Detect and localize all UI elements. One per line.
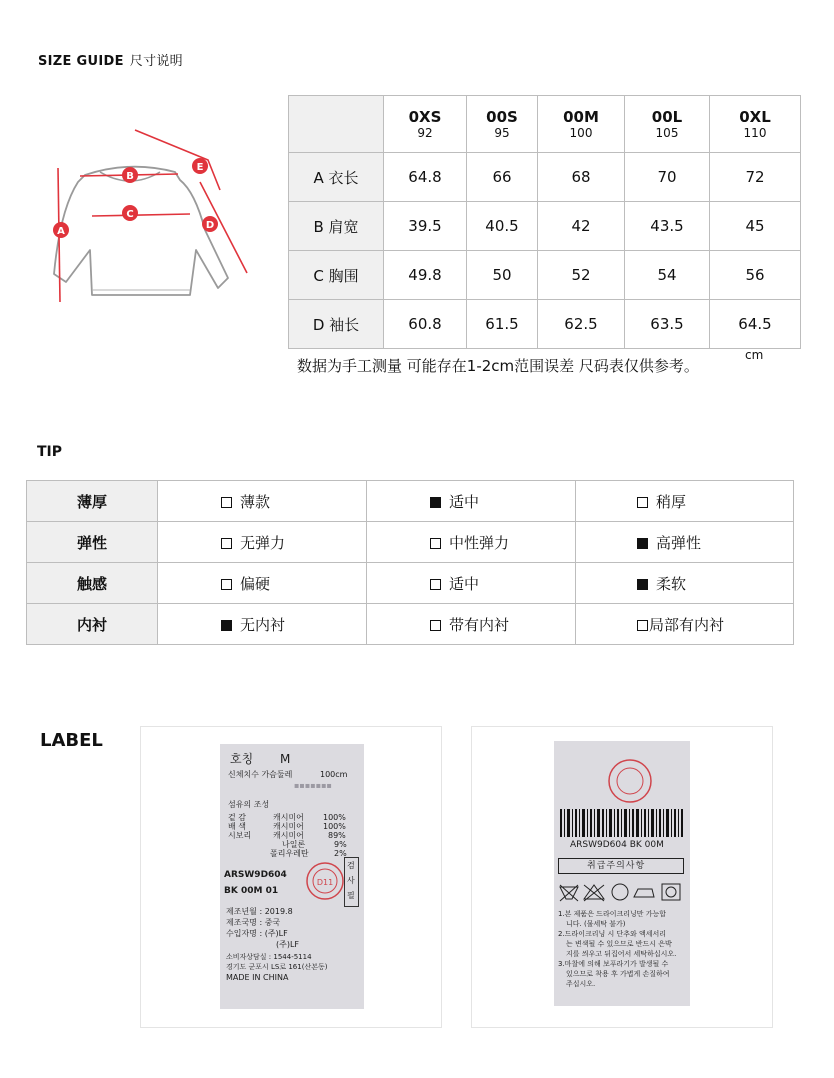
size-col-header: [538, 96, 625, 153]
size-col-header: [467, 96, 538, 153]
label-title: LABEL: [40, 730, 103, 751]
marker-e-label: E: [196, 162, 204, 173]
size-header-row: [289, 96, 801, 153]
checkbox-checked-icon: [430, 497, 441, 508]
size-col-header: [710, 96, 801, 153]
size-cell: 64.8: [384, 153, 467, 202]
tip-option-text: 高弹性: [656, 533, 702, 552]
size-cell: 64.5: [710, 300, 801, 349]
size-cell: 43.5: [625, 202, 710, 251]
care-label-photo-front: [220, 744, 364, 1009]
tag-text: 100cm: [320, 770, 348, 779]
size-col-header: [625, 96, 710, 153]
brand-stamp-icon: [606, 757, 654, 805]
size-guide-title: [38, 50, 183, 69]
tip-option-text: 柔软: [656, 574, 687, 593]
tag-text: 폴리우레탄: [270, 849, 309, 858]
size-row-chest: [289, 251, 801, 300]
tag-text: 겉 감: [228, 813, 246, 822]
tag-product-code: BK 00M 01: [224, 886, 279, 896]
tag-text: 9%: [334, 840, 347, 849]
tag-text: 캐시미어: [273, 831, 304, 840]
care-title-box: [558, 858, 684, 874]
tip-row-elasticity: [27, 522, 794, 563]
tag-text: 배 색: [228, 822, 246, 831]
care-instruction: 지를 씌우고 뒤집어서 세탁하십시오.: [566, 950, 677, 958]
checkbox-checked-icon: [221, 620, 232, 631]
size-row-sleeve: [289, 300, 801, 349]
marker-b-label: B: [126, 171, 134, 182]
tip-option-text: 局部有内衬: [649, 615, 725, 634]
tip-option: [367, 481, 576, 522]
care-instruction: 있으므로 착용 후 가볍게 손질하여: [566, 970, 670, 978]
size-code: 0XL: [739, 107, 771, 126]
sweater-measurement-diagram: [30, 120, 260, 310]
label-photo-frame: [471, 726, 773, 1028]
tag-text: 캐시미어: [273, 813, 304, 822]
tip-row-touch: [27, 563, 794, 604]
tag-text: 100%: [323, 813, 346, 822]
tip-option: [158, 522, 367, 563]
size-table-corner: [289, 96, 384, 153]
tag-text: 사: [347, 876, 355, 885]
tag-text: 소비자상담실 : 1544-5114: [226, 953, 312, 961]
stamp-label: D11: [316, 878, 334, 887]
size-code: 0XS: [408, 107, 442, 126]
tag-faint-text: ▪▪▪▪▪▪▪: [294, 781, 332, 790]
tag-text: 100%: [323, 822, 346, 831]
size-cell: 70: [625, 153, 710, 202]
inspection-box: [344, 857, 359, 907]
tip-row-label: 触感: [27, 563, 158, 604]
tag-text: 시보리: [228, 831, 252, 840]
tag-text: 제조국명 : 중국: [226, 918, 281, 927]
tag-product-code: ARSW9D604: [224, 870, 287, 880]
size-cell: 54: [625, 251, 710, 300]
checkbox-unchecked-icon: [430, 620, 441, 631]
size-code: 00M: [563, 107, 599, 126]
size-cell: 72: [710, 153, 801, 202]
inspection-stamp-icon: [305, 861, 345, 901]
size-row-length: [289, 153, 801, 202]
tip-row-label: 弹性: [27, 522, 158, 563]
checkbox-unchecked-icon: [221, 579, 232, 590]
row-label: C 胸围: [289, 251, 384, 300]
tag-text: 2%: [334, 849, 347, 858]
tip-option: [367, 563, 576, 604]
checkbox-unchecked-icon: [637, 497, 648, 508]
checkbox-unchecked-icon: [221, 497, 232, 508]
row-label: A 衣长: [289, 153, 384, 202]
size-number: 92: [417, 125, 433, 140]
size-table: [288, 95, 801, 349]
size-cell: 56: [710, 251, 801, 300]
tip-option-text: 稍厚: [656, 492, 687, 511]
size-cell: 62.5: [538, 300, 625, 349]
tip-option: [576, 522, 794, 563]
checkbox-unchecked-icon: [221, 538, 232, 549]
tip-option: [576, 604, 794, 645]
tip-option: [158, 481, 367, 522]
tip-option-text: 无内衬: [240, 615, 286, 634]
tip-option: [158, 563, 367, 604]
care-instruction: 1.본 제품은 드라이크리닝만 가능합: [558, 910, 667, 918]
size-code: 00S: [486, 107, 518, 126]
tag-text: 호칭: [230, 752, 254, 766]
row-label: D 袖长: [289, 300, 384, 349]
care-instruction: 주십시오.: [566, 980, 596, 988]
marker-d-label: D: [205, 220, 215, 231]
marker-a-label: A: [57, 226, 65, 237]
tip-option: [576, 563, 794, 604]
checkbox-checked-icon: [637, 579, 648, 590]
tip-option: [367, 604, 576, 645]
size-cell: 66: [467, 153, 538, 202]
tag-text: 89%: [328, 831, 346, 840]
tip-option-text: 薄款: [240, 492, 271, 511]
row-label: B 肩宽: [289, 202, 384, 251]
size-cell: 63.5: [625, 300, 710, 349]
size-cell: 45: [710, 202, 801, 251]
checkbox-unchecked-icon: [430, 579, 441, 590]
tip-option-text: 无弹力: [240, 533, 286, 552]
size-guide-title-cn: 尺寸说明: [129, 54, 183, 69]
tag-text: M: [280, 752, 291, 766]
tag-text: 제조년월 : 2019.8: [226, 907, 293, 916]
tip-option-text: 适中: [449, 574, 480, 593]
tip-row-label: 内衬: [27, 604, 158, 645]
care-symbols-icon: [558, 881, 686, 903]
size-cell: 49.8: [384, 251, 467, 300]
size-cell: 52: [538, 251, 625, 300]
tip-row-thickness: [27, 481, 794, 522]
tip-option: [158, 604, 367, 645]
size-cell: 68: [538, 153, 625, 202]
tip-title: TIP: [37, 444, 63, 460]
size-number: 95: [494, 125, 510, 140]
size-number: 110: [743, 125, 767, 140]
barcode-icon: [560, 809, 684, 837]
tip-row-lining: [27, 604, 794, 645]
size-cell: 61.5: [467, 300, 538, 349]
care-label-photo-back: [554, 741, 690, 1006]
care-instruction: 3.마찰에 의해 보푸라기가 발생될 수: [558, 960, 669, 968]
tip-option-text: 中性弹力: [449, 533, 510, 552]
marker-c-label: C: [126, 209, 134, 220]
care-instruction: 니다. (물세탁 불가): [566, 920, 626, 928]
size-number: 100: [569, 125, 593, 140]
care-title: 취급주의사항: [587, 861, 646, 871]
tag-text: 나일론: [282, 840, 306, 849]
unit-label: cm: [745, 348, 764, 362]
tip-option: [576, 481, 794, 522]
size-col-header: [384, 96, 467, 153]
size-cell: 42: [538, 202, 625, 251]
tip-table: [26, 480, 794, 645]
measurement-note: 数据为手工测量 可能存在1-2cm范围误差 尺码表仅供参考。: [297, 357, 699, 375]
tip-option: [367, 522, 576, 563]
checkbox-unchecked-icon: [637, 620, 648, 631]
size-number: 105: [655, 125, 679, 140]
size-code: 00L: [651, 107, 683, 126]
checkbox-checked-icon: [637, 538, 648, 549]
tag-text: 캐시미어: [273, 822, 304, 831]
size-cell: 50: [467, 251, 538, 300]
tag-text: (주)LF: [276, 940, 300, 949]
care-instruction: 는 변색될 수 있으므로 반드시 은박: [566, 940, 672, 948]
care-instruction: 2.드라이크리닝 시 단추와 액세서리: [558, 930, 667, 938]
tag-text: 경기도 군포시 LS로 161(산본동): [226, 963, 328, 971]
size-row-shoulder: [289, 202, 801, 251]
size-cell: 39.5: [384, 202, 467, 251]
tag-text: 신체치수 가슴둘레: [228, 770, 293, 779]
tag-text: 수입자명 : (주)LF: [226, 929, 288, 938]
checkbox-unchecked-icon: [430, 538, 441, 549]
tag-product-code: ARSW9D604 BK 00M: [570, 840, 664, 850]
label-photo-frame: [140, 726, 442, 1028]
tag-text: 검: [347, 861, 355, 870]
tag-text: MADE IN CHINA: [226, 973, 289, 982]
tip-option-text: 带有内衬: [449, 615, 510, 634]
tip-row-label: 薄厚: [27, 481, 158, 522]
size-cell: 40.5: [467, 202, 538, 251]
size-guide-title-en: SIZE GUIDE: [38, 54, 124, 69]
tip-option-text: 适中: [449, 492, 480, 511]
tip-option-text: 偏硬: [240, 574, 271, 593]
size-cell: 60.8: [384, 300, 467, 349]
tag-text: 섬유의 조성: [228, 800, 270, 809]
tag-text: 필: [347, 891, 355, 900]
